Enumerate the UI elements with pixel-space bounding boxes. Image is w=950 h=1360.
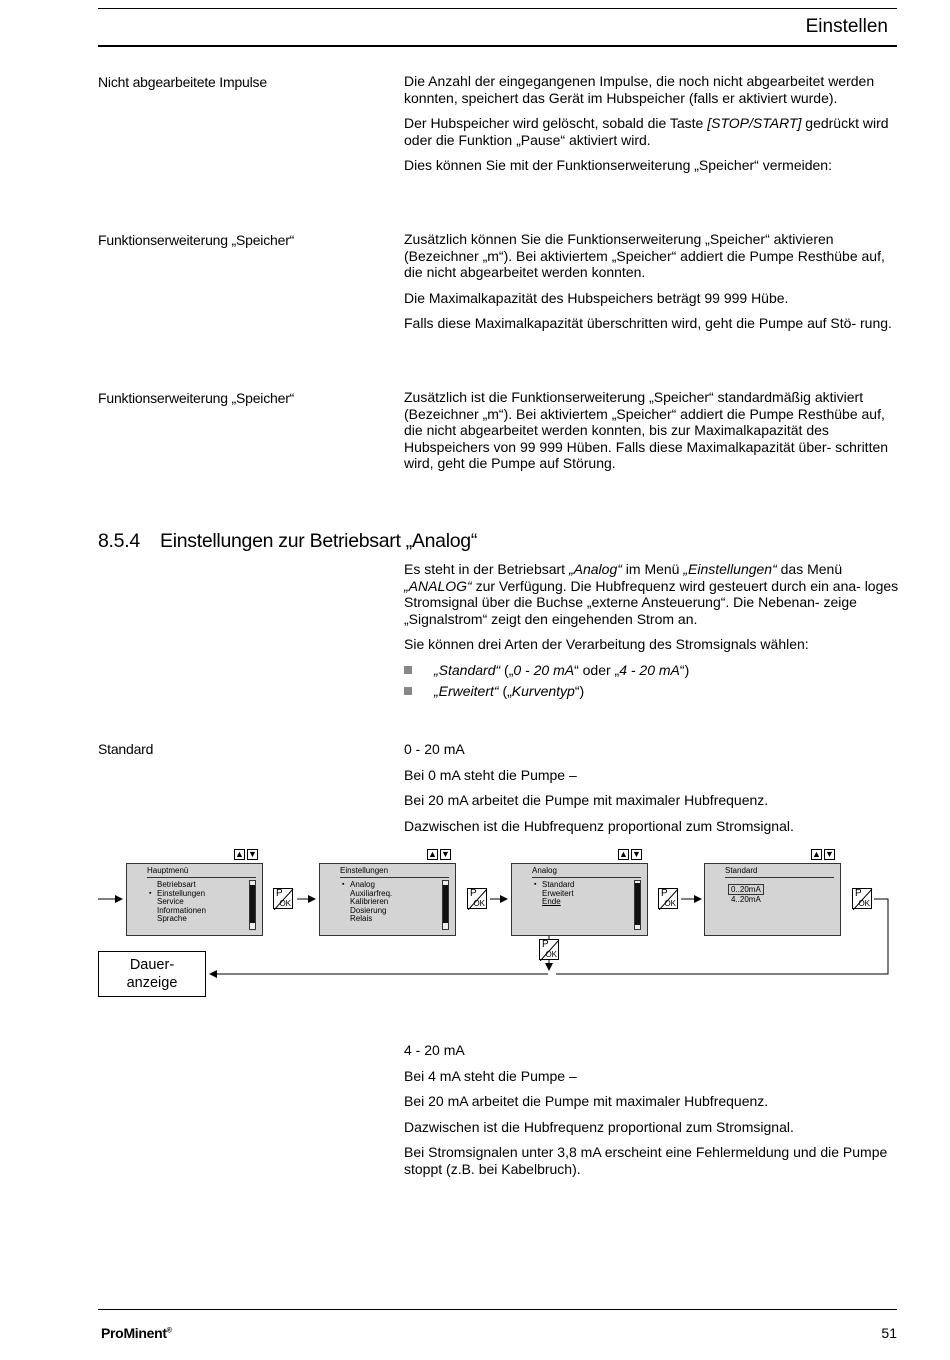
section-number: 8.5.4 <box>98 530 140 552</box>
paragraph: Dies können Sie mit der Funktionserweiterung „Speicher“ vermeiden: <box>404 157 832 174</box>
sub-heading: 4 - 20 mA <box>404 1042 465 1058</box>
lcd-scrollbar <box>634 880 641 930</box>
sub-heading: 0 - 20 mA <box>404 741 465 757</box>
lcd-scrollbar <box>249 880 256 930</box>
arrow-up-icon: ▲ <box>428 849 437 859</box>
lcd-screen-hauptmenu <box>126 863 263 936</box>
paragraph: Bei 0 mA steht die Pumpe – <box>404 766 577 783</box>
lcd-item: Informationen <box>157 905 206 915</box>
lcd-title: Einstellungen <box>340 866 389 875</box>
section-label: Standard <box>98 741 154 757</box>
lcd-screen-standard <box>704 863 841 936</box>
page-number: 51 <box>881 1325 897 1341</box>
section-label: Nicht abgearbeitete Impulse <box>98 74 267 90</box>
lcd-scrollbar <box>442 880 449 930</box>
paragraph: Bei Stromsignalen unter 3,8 mA erscheint eine Fehlermeldung und die Pumpe stoppt (z.B. bei Kabelbruch). <box>404 1144 888 1177</box>
lcd-menu <box>157 881 206 924</box>
paragraph: Zusätzlich ist die Funktionserweiterung „Speicher“ standardmäßig aktiviert (Bezeichner „m“). Bei aktiviertem „Speicher“ addiert die Pumpe Resthübe auf, die nicht abgearbeitet werden konnten, bis zur Maximalkapazität des Hubspeichers von 99 999 Hüben. Falls diese Maximalkapazität über- schritten wird, geht die Pumpe auf Störung. <box>404 389 889 472</box>
lcd-menu <box>731 886 764 904</box>
lcd-item: Sprache <box>157 914 187 924</box>
lcd-menu <box>350 881 392 924</box>
arrow-keys <box>618 849 644 860</box>
lcd-menu <box>542 881 574 907</box>
arrow-down-icon: ▼ <box>248 849 257 859</box>
arrow-down-icon: ▼ <box>632 849 641 859</box>
lcd-item: Auxiliarfreq. <box>350 888 393 898</box>
paragraph: Sie können drei Arten der Verarbeitung des Stromsignals wählen: <box>404 636 809 653</box>
footer-rule <box>98 1309 897 1310</box>
paragraph: Bei 4 mA steht die Pumpe – <box>404 1067 577 1084</box>
lcd-title: Standard <box>725 866 758 875</box>
lcd-item-selected: 0..20mA <box>731 886 764 895</box>
lcd-item: Ende <box>542 897 561 907</box>
lcd-item-selected: ▪ Standard <box>542 881 574 890</box>
box-label-line: Dauer- <box>129 957 175 973</box>
arrow-keys <box>234 849 260 860</box>
dauer-anzeige-box <box>98 951 206 997</box>
paragraph: Falls diese Maximalkapazität überschritten wird, geht die Pumpe auf Stö- rung. <box>404 315 892 332</box>
box-label-line: anzeige <box>126 975 178 991</box>
lcd-item: Service <box>157 897 184 907</box>
p-ok-key-icon: P OK <box>658 888 678 909</box>
lcd-screen-einstellungen <box>319 863 456 936</box>
lcd-screen-analog <box>511 863 648 936</box>
arrow-down-icon: ▼ <box>441 849 450 859</box>
list-item: „Erweitert“ („Kurventyp“) <box>404 683 904 700</box>
lcd-item: Relais <box>350 914 373 924</box>
paragraph: Dazwischen ist die Hubfrequenz proportional zum Stromsignal. <box>404 1118 794 1135</box>
lcd-item: Betriebsart <box>157 880 196 889</box>
p-ok-key-icon: P OK <box>539 939 559 960</box>
page-header-title: Einstellen <box>805 16 888 37</box>
arrow-keys <box>427 849 453 860</box>
list-item: „Standard“ („0 - 20 mA“ oder „4 - 20 mA“) <box>404 662 904 679</box>
arrow-down-icon: ▼ <box>825 849 834 859</box>
arrow-keys <box>811 849 837 860</box>
paragraph: Bei 20 mA arbeitet die Pumpe mit maximaler Hubfrequenz. <box>404 792 769 809</box>
p-ok-key-icon: P OK <box>852 888 872 909</box>
p-ok-key-icon: P OK <box>467 888 487 909</box>
lcd-title: Hauptmenü <box>147 866 189 875</box>
lcd-item: Kalibrieren <box>350 897 389 907</box>
paragraph: Bei 20 mA arbeitet die Pumpe mit maximaler Hubfrequenz. <box>404 1093 769 1110</box>
arrow-up-icon: ▲ <box>235 849 244 859</box>
lcd-item-selected: ▪ Einstellungen <box>157 890 206 899</box>
lcd-item: 4..20mA <box>731 894 761 904</box>
section-title: Einstellungen zur Betriebsart „Analog“ <box>160 530 478 552</box>
paragraph: Es steht in der Betriebsart „Analog“ im Menü „Einstellungen“ das Menü „ANALOG“ zur Verfügung. Die Hubfrequenz wird gesteuert durch ein ana- loges Stromsignal über die Buchse „externe Ansteuerung“. Die Nebenan- zeige „Signalstrom“ zeigt den eingehenden Strom an. <box>404 561 899 627</box>
arrow-up-icon: ▲ <box>619 849 628 859</box>
section-label: Funktionserweiterung „Speicher“ <box>98 232 295 248</box>
paragraph: Der Hubspeicher wird gelöscht, sobald die Taste [STOP/START] gedrückt wird oder die Funktion „Pause“ aktiviert wird. <box>404 115 889 148</box>
section-label: Funktionserweiterung „Speicher“ <box>98 390 295 406</box>
paragraph: Die Maximalkapazität des Hubspeichers beträgt 99 999 Hübe. <box>404 289 789 306</box>
p-ok-key-icon: P OK <box>273 888 293 909</box>
arrow-up-icon: ▲ <box>812 849 821 859</box>
lcd-item-selected: ▪ Analog <box>350 881 392 890</box>
lcd-item: Dosierung <box>350 905 387 915</box>
paragraph: Dazwischen ist die Hubfrequenz proportional zum Stromsignal. <box>404 817 794 834</box>
lcd-title: Analog <box>532 866 557 875</box>
paragraph: Zusätzlich können Sie die Funktionserweiterung „Speicher“ aktivieren (Bezeichner „m“). Bei aktiviertem „Speicher“ addiert die Pumpe Resthübe auf, die nicht abgearbeitet werden konnten. <box>404 231 885 281</box>
standard-4-20-body <box>404 1042 904 1187</box>
paragraph: Die Anzahl der eingegangenen Impulse, die noch nicht abgearbeitet werden konnten, speichert das Gerät im Hubspeicher (falls er aktiviert wurde). <box>404 73 875 106</box>
lcd-item: Erweitert <box>542 888 574 898</box>
prominent-logo: ProMinent® <box>101 1325 172 1341</box>
